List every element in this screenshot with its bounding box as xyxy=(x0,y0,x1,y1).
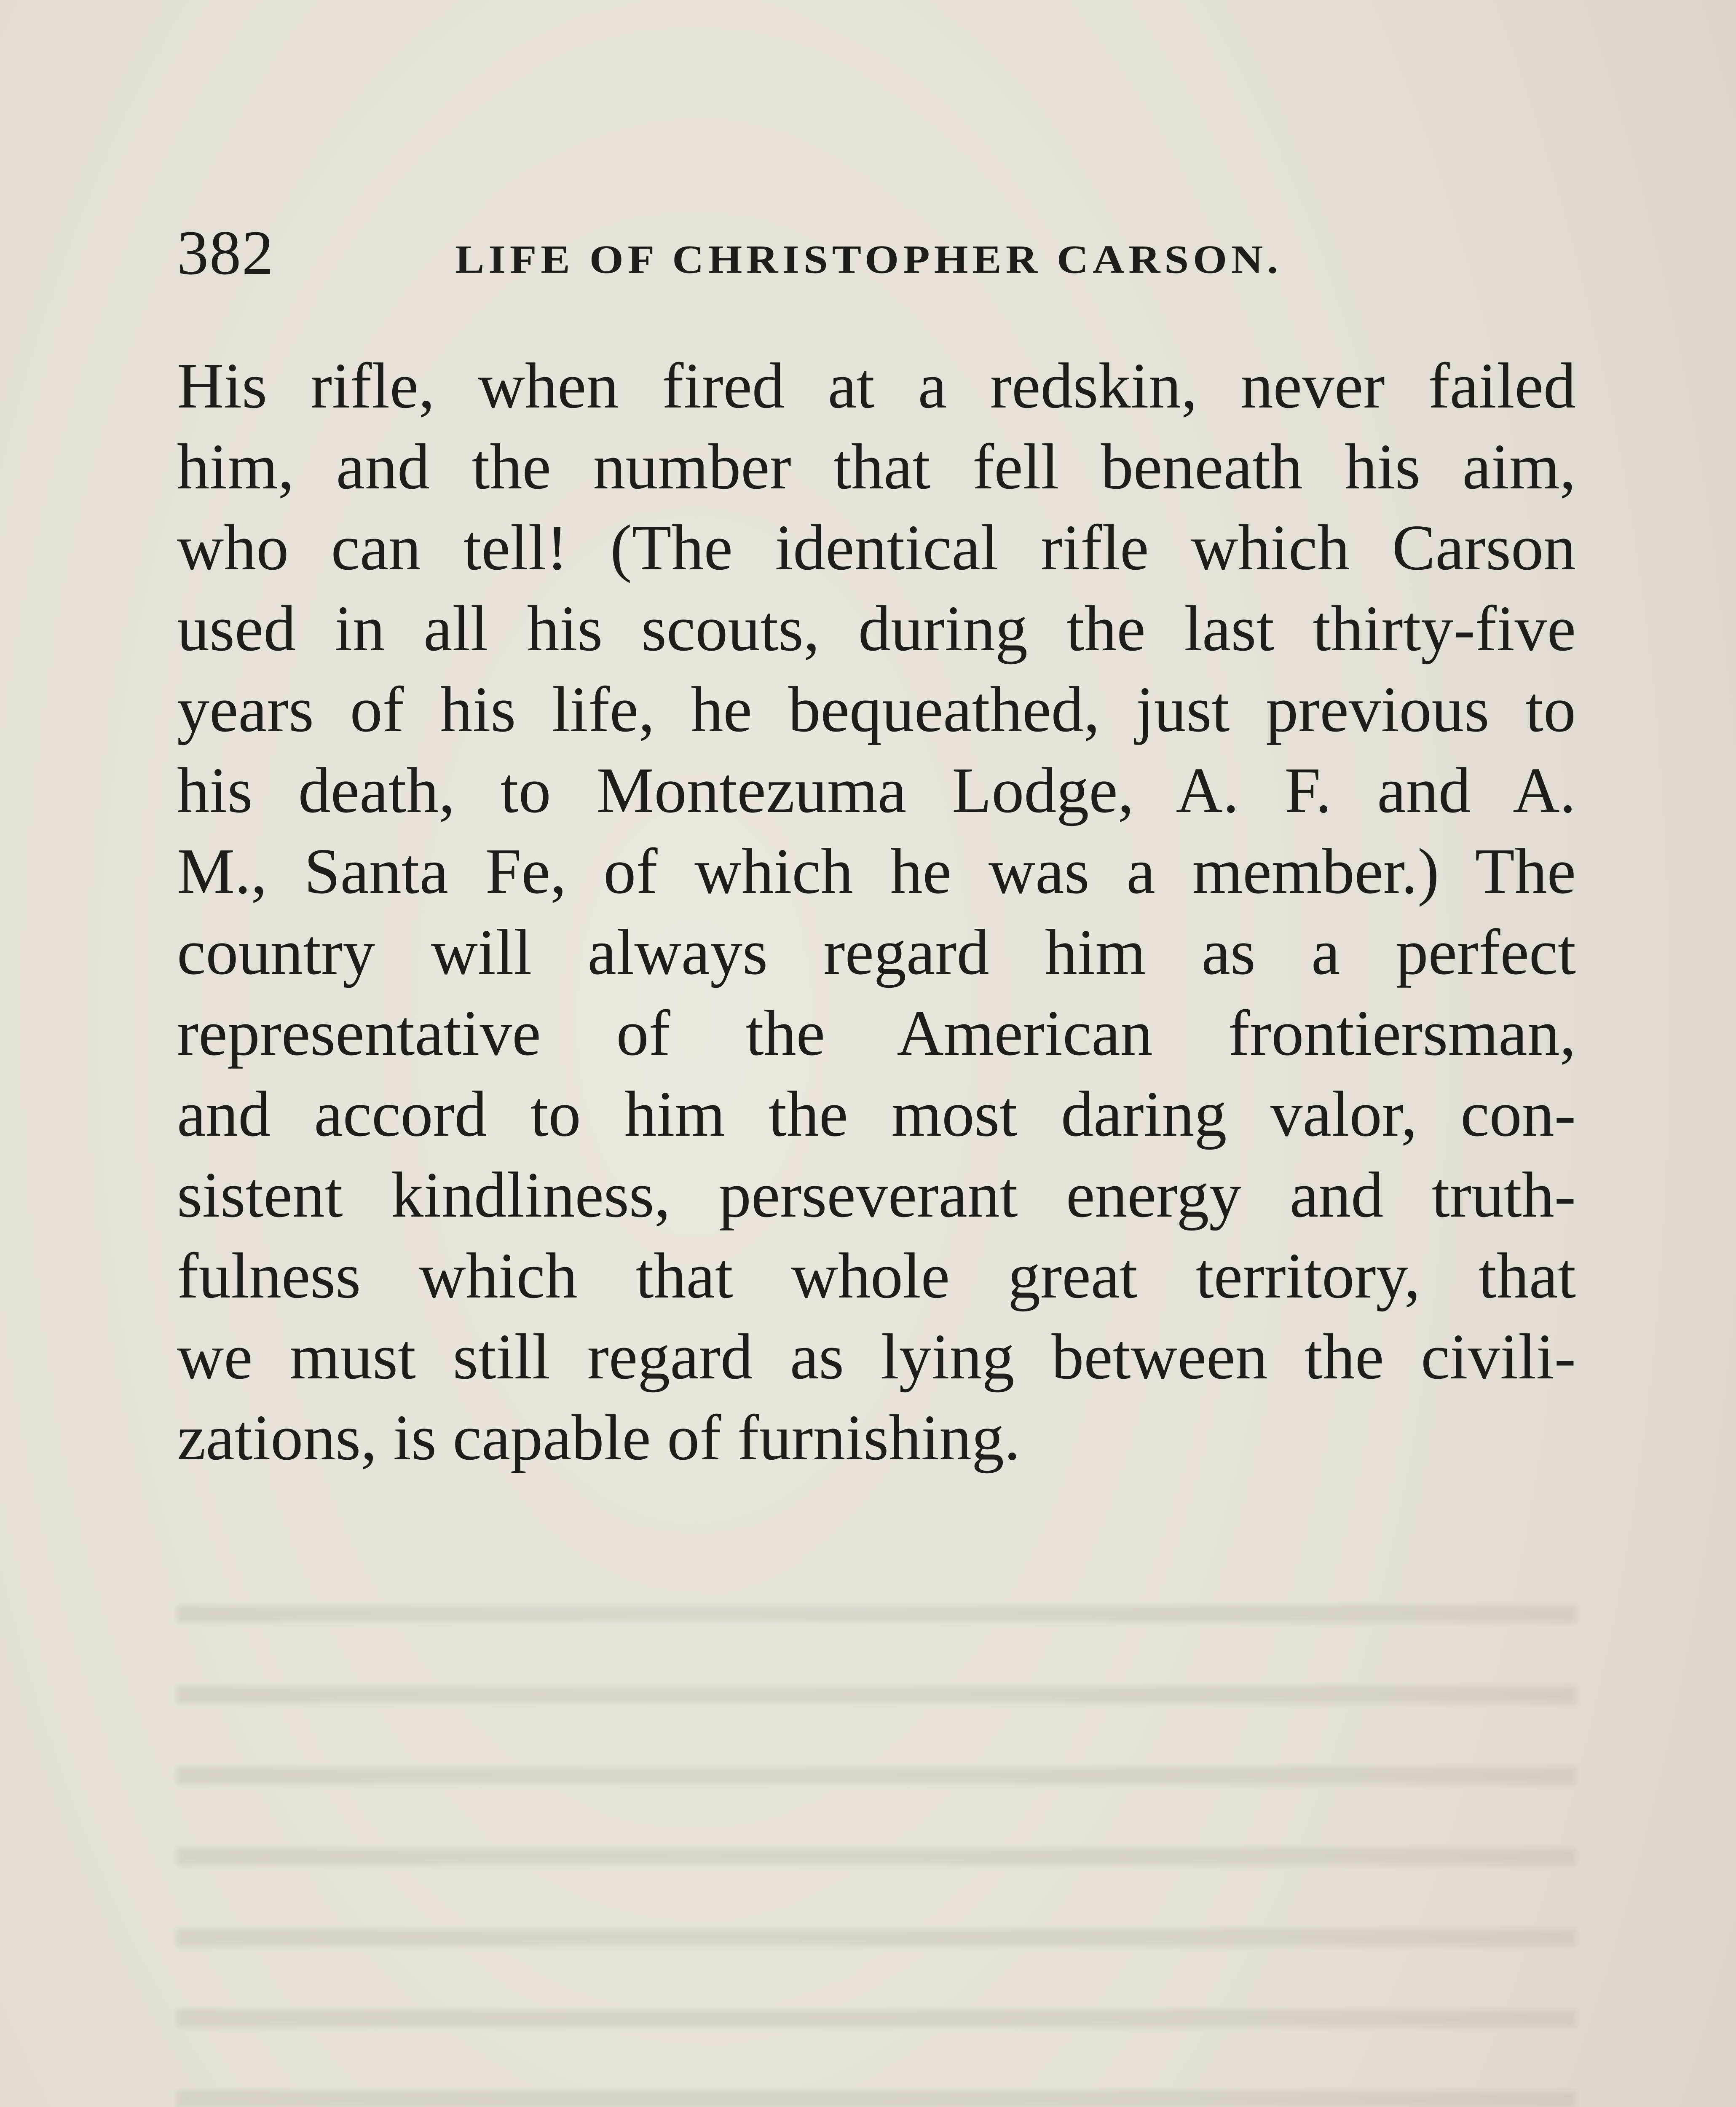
text-line: years of his life, he bequeathed, just previous to xyxy=(177,674,1576,745)
text-line: we must still regard as lying between the civili- xyxy=(177,1321,1576,1393)
text-line: and accord to him the most daring valor, con- xyxy=(177,1078,1576,1150)
page-number: 382 xyxy=(177,218,274,288)
text-line: fulness which that whole great territory, that xyxy=(177,1240,1576,1312)
text-line: him, and the number that fell beneath his aim, xyxy=(177,431,1576,503)
text-line: used in all his scouts, during the last thirty-five xyxy=(177,593,1576,665)
text-line: representative of the American frontiersman, xyxy=(177,997,1576,1069)
running-title: LIFE OF CHRISTOPHER CARSON. xyxy=(455,237,1283,282)
text-line: His rifle, when fired at a redskin, never failed xyxy=(177,350,1576,422)
bleed-through-text xyxy=(177,1559,1576,2107)
text-line: who can tell! (The identical rifle which Carson xyxy=(177,512,1576,584)
running-head xyxy=(177,211,1580,295)
body-text xyxy=(177,346,1576,1478)
text-line: M., Santa Fe, of which he was a member.) The xyxy=(177,836,1576,907)
text-line: sistent kindliness, perseverant energy and truth- xyxy=(177,1159,1576,1231)
text-line: zations, is capable of furnishing. xyxy=(177,1402,1021,1474)
text-line: his death, to Montezuma Lodge, A. F. and A. xyxy=(177,755,1576,826)
text-line: country will always regard him as a perfect xyxy=(177,917,1576,988)
